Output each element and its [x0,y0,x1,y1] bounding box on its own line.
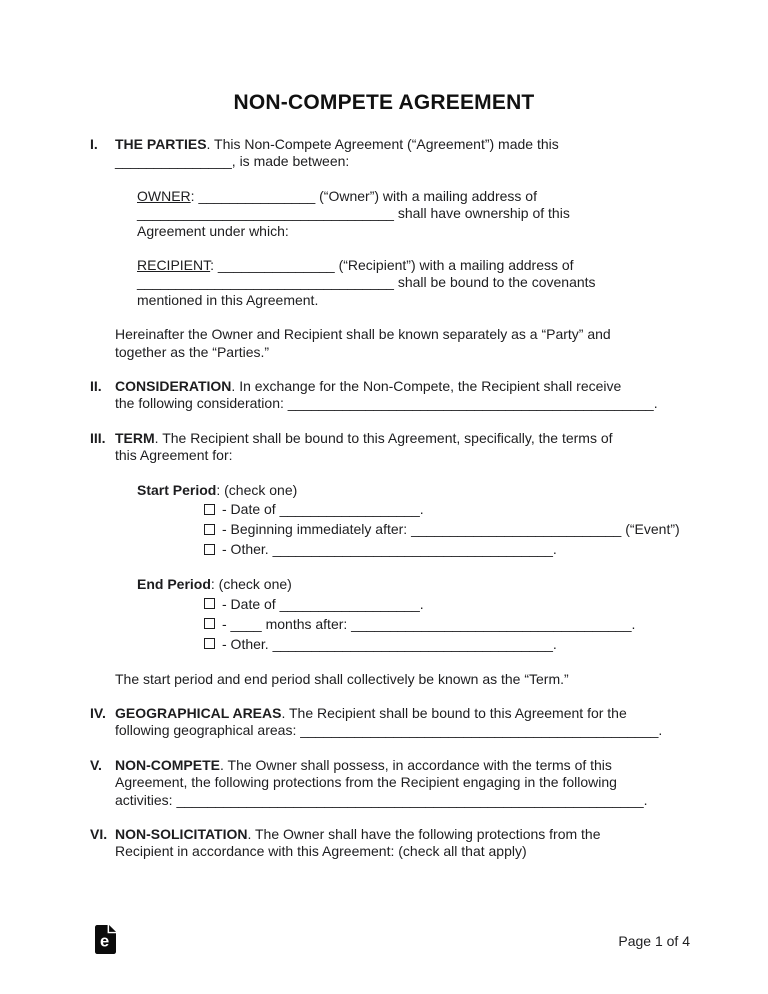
section-geographical-areas [90,705,690,740]
text-line: CONSIDERATION. In exchange for the Non-Compete, the Recipient shall receive [115,378,622,395]
end-period-option-date: - Date of __________________. [204,594,690,614]
text-line: RECIPIENT: _______________ (“Recipient”) with a mailing address of [137,257,574,274]
text-line: OWNER: _______________ (“Owner”) with a mailing address of [137,187,537,204]
hereinafter-clause [115,326,690,361]
text-line: this Agreement for: [115,447,233,464]
text-line: NON-SOLICITATION. The Owner shall have the following protections from the [115,825,601,842]
recipient-clause [137,257,690,309]
eforms-logo-icon [95,925,116,954]
section-heading: CONSIDERATION [115,378,232,395]
page-number: Page 1 of 4 [618,933,690,949]
section-term [90,430,690,688]
text-line: TERM. The Recipient shall be bound to this Agreement, specifically, the terms of [115,429,613,446]
text-line: Agreement under which: [137,222,289,239]
text-line: NON-COMPETE. The Owner shall possess, in accordance with the terms of this [115,756,612,773]
text-line: THE PARTIES. This Non-Compete Agreement (“Agreement”) made this [115,136,559,152]
svg-text:e: e [100,932,110,951]
section-heading: NON-SOLICITATION [115,825,248,842]
section-heading: NON-COMPETE [115,756,220,773]
recipient-label: RECIPIENT [137,257,211,274]
text-line: _______________, is made between: [115,153,350,170]
document-body [90,136,690,861]
text-line: Hereinafter the Owner and Recipient shall be known separately as a “Party” and [115,326,611,343]
start-period-group [137,482,690,559]
start-period-date-checkbox[interactable] [204,504,215,515]
section-heading: GEOGRAPHICAL AREAS [115,704,282,721]
section-non-solicitation [90,826,690,861]
text-line: The start period and end period shall collectively be known as the “Term.” [115,670,569,687]
end-period-group [137,576,690,653]
section-number: I. [90,136,98,152]
text-line: following geographical areas: ______________________________________________. [115,722,663,739]
owner-clause [137,188,690,240]
text-line: mentioned in this Agreement. [137,291,319,308]
text-line: _________________________________ shall have ownership of this [137,205,570,222]
text-line: _________________________________ shall be bound to the covenants [137,274,596,291]
section-heading: THE PARTIES [115,136,207,152]
text-line: the following consideration: _______________________________________________. [115,395,658,412]
section-number: IV. [90,704,106,721]
text-line: activities: ____________________________________________________________. [115,791,648,808]
end-period-option-other: - Other. ____________________________________. [204,634,690,654]
term-note [115,671,690,688]
end-period-other-checkbox[interactable] [204,638,215,649]
section-number: II. [90,378,102,395]
owner-label: OWNER [137,187,191,204]
section-number: VI. [90,825,108,842]
section-parties [90,136,690,361]
text-line: Agreement, the following protections from the Recipient engaging in the following [115,774,617,791]
section-number: III. [90,429,106,446]
section-heading: TERM [115,429,155,446]
start-period-option-other: - Other. ____________________________________. [204,539,690,559]
start-period-option-date: - Date of __________________. [204,499,690,519]
end-period-months-checkbox[interactable] [204,618,215,629]
end-period-option-months: - ____ months after: ____________________________________. [204,614,690,634]
start-period-label: Start Period: (check one) [137,481,298,498]
text-line: Recipient in accordance with this Agreement: (check all that apply) [115,843,527,860]
section-non-compete [90,757,690,809]
section-number: V. [90,756,102,773]
text-line: GEOGRAPHICAL AREAS. The Recipient shall be bound to this Agreement for the [115,704,627,721]
text-line: together as the “Parties.” [115,343,270,360]
end-period-label: End Period: (check one) [137,576,292,593]
section-consideration [90,378,690,413]
start-period-other-checkbox[interactable] [204,544,215,555]
start-period-event-checkbox[interactable] [204,524,215,535]
document-title: NON-COMPETE AGREEMENT [233,91,535,114]
start-period-option-event: - Beginning immediately after: ___________________________ (“Event”) [204,519,690,539]
end-period-date-checkbox[interactable] [204,598,215,609]
